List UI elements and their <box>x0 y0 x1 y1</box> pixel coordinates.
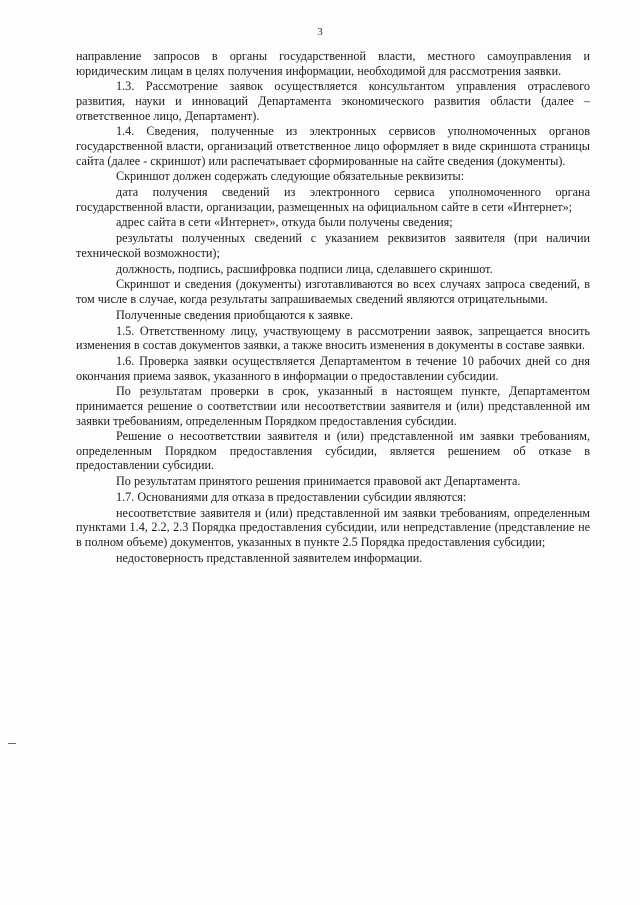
paragraph-1-6: 1.6. Проверка заявки осуществляется Департаментом в течение 10 рабочих дней со дня окончания приема заявок, указанного в информации о предоставлении субсидии. <box>76 353 590 383</box>
requisite-site-address: адрес сайта в сети «Интернет», откуда были получены сведения; <box>116 215 453 230</box>
refusal-ground-false-info: недостоверность представленной заявителем информации. <box>116 550 423 565</box>
paragraph-check-results: По результатам проверки в срок, указанный в настоящем пункте, Департаментом принимается решение о соответствии или несоответствии заявителя и (или) представленной им заявки требованиям, определенным Порядком предоставления субсидии. <box>76 384 590 428</box>
paragraph-continuation: направление запросов в органы государственной власти, местного самоуправления и юридическим лицам в целях получения информации, необходимой для рассмотрения заявки. <box>76 49 590 78</box>
requisite-date: дата получения сведений из электронного сервиса уполномоченного органа государственной власти, организации, размещенных на официальном сайте в сети «Интернет»; <box>76 185 590 214</box>
page-number: 3 <box>317 26 323 38</box>
document-body <box>76 49 590 567</box>
paragraph-1-5: 1.5. Ответственному лицу, участвующему в рассмотрении заявок, запрещается вносить изменения в состав документов заявки, а также вносить изменения в документы в составе заявки. <box>76 323 590 353</box>
paragraph-1-7: 1.7. Основаниями для отказа в предоставлении субсидии являются: <box>116 490 467 505</box>
paragraph-attached: Полученные сведения приобщаются к заявке. <box>116 307 354 322</box>
paragraph-legal-act: По результатам принятого решения принимается правовой акт Департамента. <box>116 474 521 489</box>
paragraph-screenshot-requisites: Скриншот должен содержать следующие обязательные реквизиты: <box>116 169 465 184</box>
refusal-ground-nonconformity: несоответствие заявителя и (или) представленной им заявки требованиям, определенным пунктами 1.4, 2.2, 2.3 Порядка предоставления субсидии, или непредставление (представление не в полном объеме) документов, указанных в пункте 2.5 Порядка предоставления субсидии; <box>76 505 590 549</box>
paragraph-screenshot-production: Скриншот и сведения (документы) изготавливаются во всех случаях запроса сведений, в том числе в случае, когда результаты запрашиваемых сведений являются отрицательными. <box>76 277 590 306</box>
requisite-signature: должность, подпись, расшифровка подписи лица, сделавшего скриншот. <box>116 261 493 276</box>
margin-dash <box>8 743 16 744</box>
paragraph-1-4: 1.4. Сведения, полученные из электронных сервисов уполномоченных органов государственной власти, организаций ответственное лицо оформляет в виде скриншота страницы сайта (далее - скриншот) или распечатывает сформированные на сайте сведения (документы). <box>76 124 590 168</box>
paragraph-refusal-decision: Решение о несоответствии заявителя и (или) представленной им заявки требованиям, определенным Порядком предоставления субсидии, является решением об отказе в предоставлении субсидии. <box>76 429 590 473</box>
paragraph-1-3: 1.3. Рассмотрение заявок осуществляется консультантом управления отраслевого развития, науки и инноваций Департамента экономического развития области (далее – ответственное лицо, Департамент). <box>76 79 590 123</box>
requisite-results: результаты полученных сведений с указанием реквизитов заявителя (при наличии технической возможности); <box>76 231 590 260</box>
